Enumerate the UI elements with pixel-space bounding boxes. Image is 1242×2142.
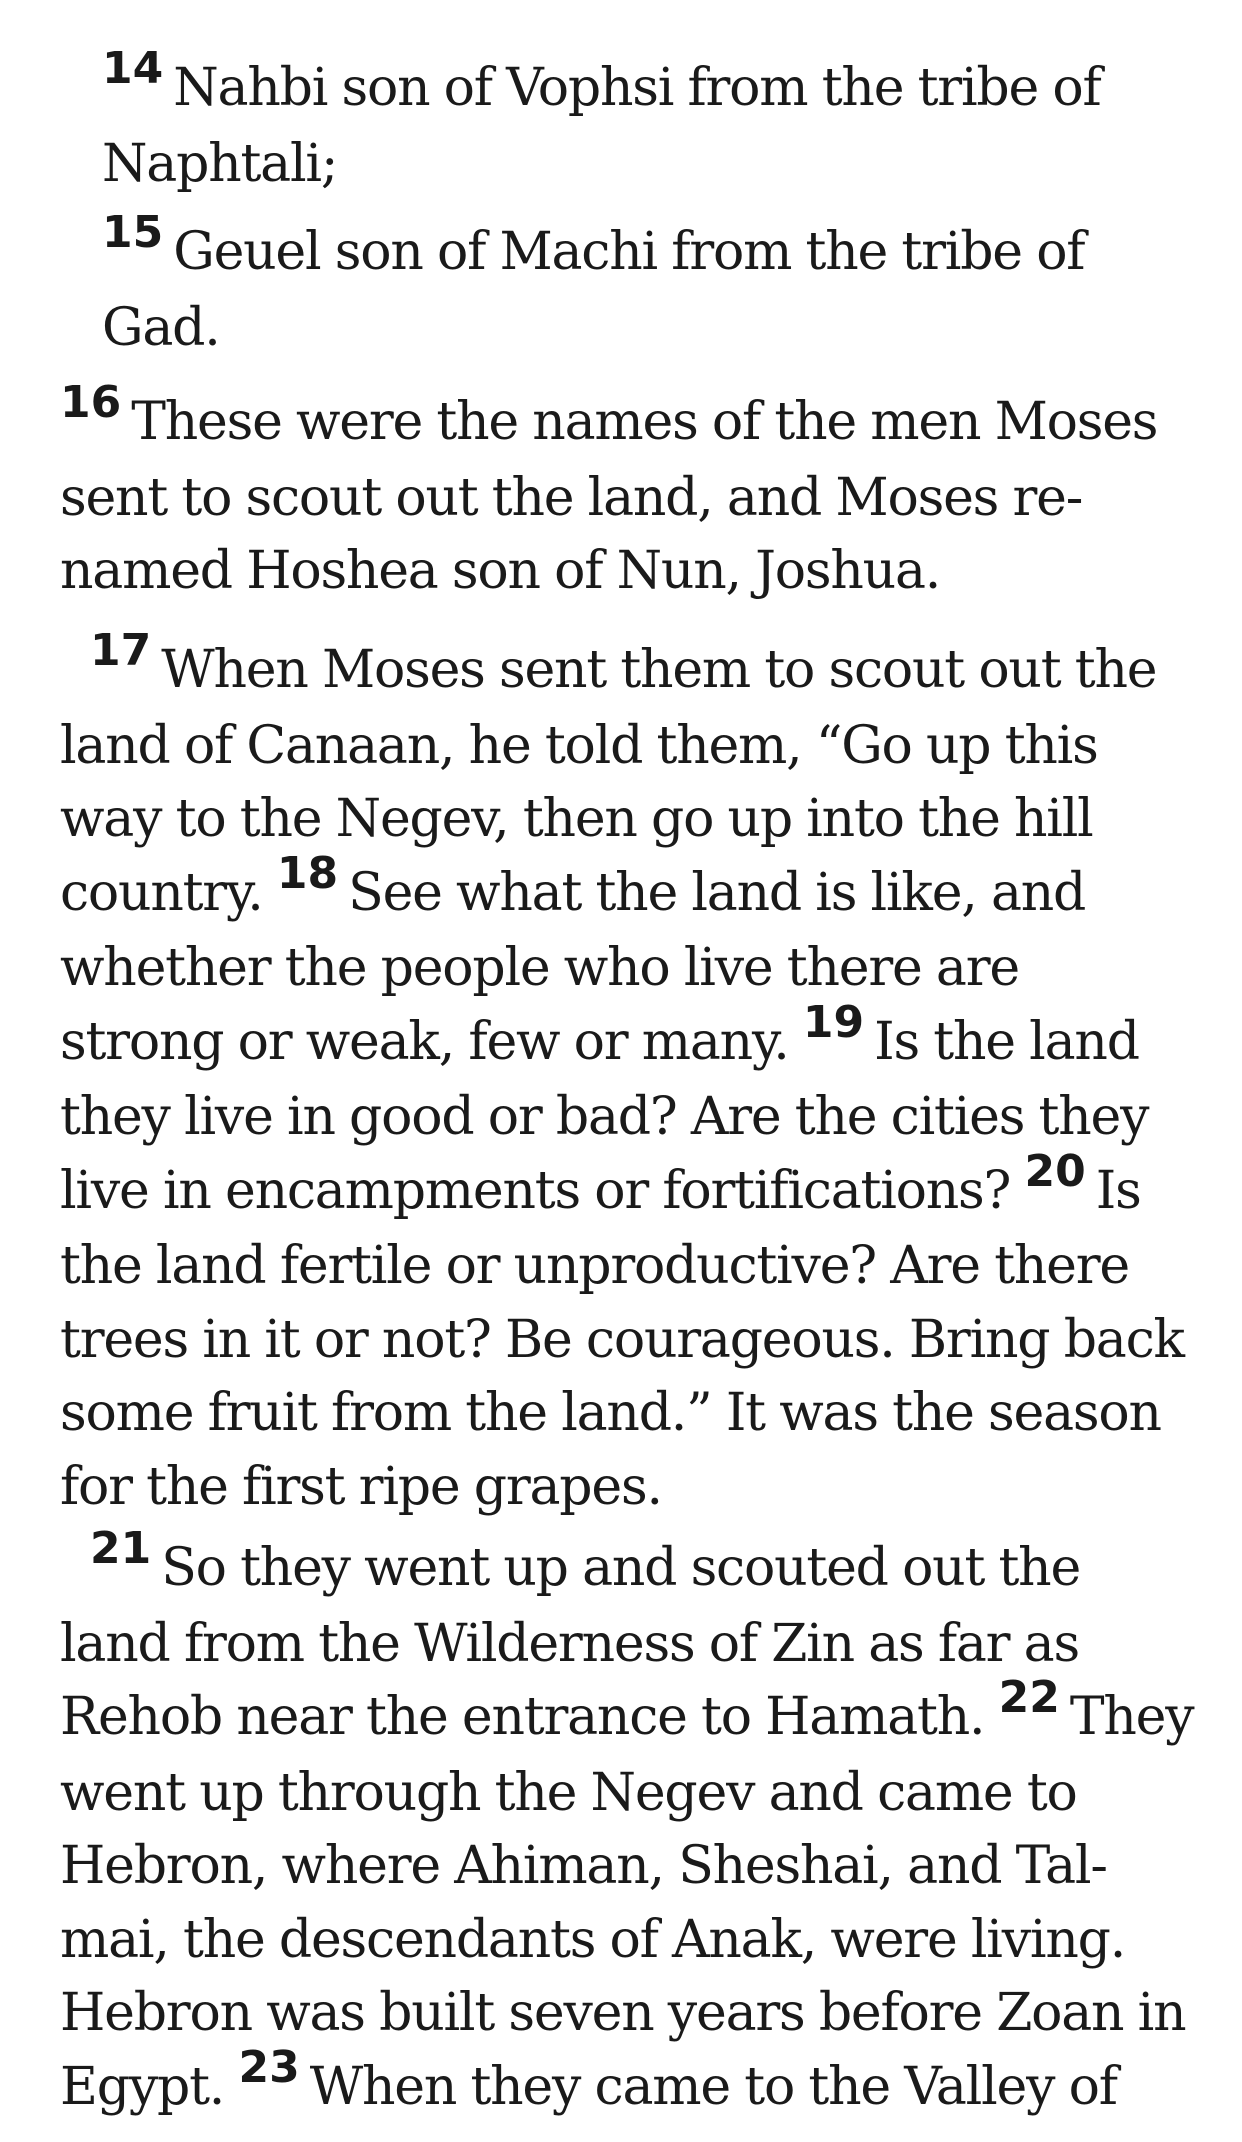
verse-text: Nahbi son of Vophsi from the tribe of Naphtali;	[102, 58, 1101, 194]
verse-16	[60, 377, 1195, 609]
verse-number: 17	[90, 625, 152, 676]
verse-number: 16	[60, 377, 122, 428]
verse-number: 22	[998, 1672, 1060, 1723]
verse-text: These were the names of the men Moses sent to scout out the land, and Moses renamed Hoshea son of Nun, Joshua.	[60, 392, 1158, 601]
verse-text: Is the land fertile or unproductive? Are there trees in it or not? Be courageous. Bring back some fruit from the land.” It was the season for the first ripe grapes.	[60, 1160, 1184, 1517]
verse-text: Geuel son of Machi from the tribe of Gad.	[102, 222, 1085, 358]
verse-15	[102, 207, 1192, 365]
verse-text: See what the land is like, and whether the people who live there are strong or weak, few or many.	[60, 862, 1086, 1072]
verse-number: 21	[90, 1523, 152, 1574]
verse-text: Is the land they live in good or bad? Are the cities they live in encampments or fortifications?	[60, 1011, 1149, 1221]
verse-number: 15	[102, 207, 164, 258]
verse-text: When they came to the Valley of	[309, 2056, 1117, 2117]
verse-text: They went up through the Negev and came to Hebron, where Ahiman, Sheshai, and Talmai, the descendants of Anak, were living. Hebron was built seven years before Zoan in Egypt.	[60, 1687, 1194, 2117]
verse-number: 14	[102, 43, 164, 94]
verse-number: 23	[238, 2041, 300, 2093]
paragraph-17-20	[60, 625, 1195, 1524]
verse-number: 19	[802, 996, 865, 1048]
paragraph-21-23	[60, 1523, 1195, 2126]
verse-number: 20	[1024, 1145, 1086, 1197]
verse-text: When Moses sent them to scout out the land of Canaan, he told them, “Go up this way to the Negev, then go up into the hill country.	[60, 640, 1157, 923]
verse-number: 18	[276, 847, 339, 899]
verse-14	[102, 43, 1192, 201]
verse-text: So they went up and scouted out the land from the Wilderness of Zin as far as Rehob near the entrance to Hamath.	[60, 1538, 1081, 1747]
